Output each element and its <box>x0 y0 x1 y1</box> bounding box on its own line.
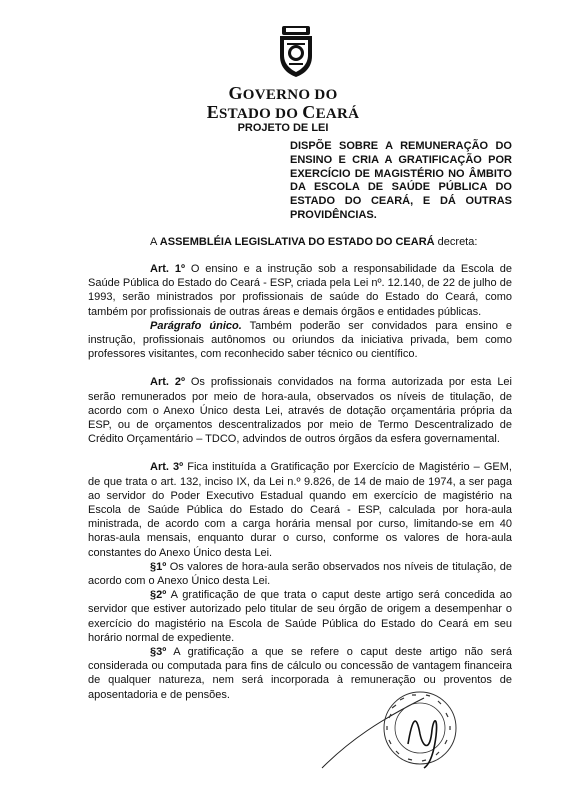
article-2: Art. 2º Os profissionais convidados na forma autorizada por esta Lei serão remunerados por meio de hora-aula, observados os níveis de titulação, de acordo com o Anexo Único desta Lei, através de dotação orçamentária própria da ESP, ou de orçamentos descentralizados por meio de Termo Descentralizado de Crédito Orçamentário – TDCO, advindos de outros órgãos da esfera governamental. <box>88 376 512 446</box>
circular-rubric-stamp-icon <box>320 668 460 778</box>
assembly-name: ASSEMBLÉIA LEGISLATIVA DO ESTADO DO CEARÁ <box>159 236 435 248</box>
government-title-line-2: ESTADO DO CEARÁ <box>206 102 360 122</box>
bill-summary: DISPÕE SOBRE A REMUNERAÇÃO DO ENSINO E CRIA A GRATIFICAÇÃO POR EXERCÍCIO DE MAGISTÉRIO NO ÂMBITO DA ESCOLA DE SAÚDE PÚBLICA DO ESTADO DO CEARÁ, E DÁ OUTRAS PROVIDÊNCIAS. <box>290 140 512 221</box>
article-1: Art. 1º O ensino e a instrução sob a responsabilidade da Escola de Saúde Pública do Estado do Ceará - ESP, criada pela Lei nº. 12.140, de 22 de julho de 1993, serão ministrados por profissionais de saúde do Estado do Ceará, como também por profissionais de outras áreas e demais órgãos e entidades públicas. <box>88 263 513 318</box>
article-3-paragraph-1: §1º Os valores de hora-aula serão observados nos níveis de titulação, de acordo com o Anexo Único desta Lei. <box>88 560 512 588</box>
bill-body <box>88 262 512 702</box>
article-1-sole-paragraph: Parágrafo único. Também poderão ser convidados para ensino e instrução, profissionais autônomos ou oriundos da iniciativa privada, bem como professores visitantes, com reconhecido saber técnico ou científico. <box>88 319 512 361</box>
article-3-paragraph-3: §3º A gratificação a que se refere o caput deste artigo não será considerada ou computada para fins de cálculo ou concessão de vantagem financeira de qualquer natureza, nem será incorporada à remuneração ou proventos de aposentadoria e de pensões. <box>88 646 512 701</box>
article-3: Art. 3º Fica instituída a Gratificação por Exercício de Magistério – GEM, de que trata o art. 132, inciso IX, da Lei n.º 9.826, de 14 de maio de 1974, a ser paga ao servidor do Poder Executivo Estadual quando em exercício de magistério na Escola de Saúde Pública do Estado do Ceará - ESP, calculada por hora-aula ministrada, de acordo com a carga horária mensal por curso, limitando-se em 40 horas-aula mensais, enquanto durar o curso, conforme os valores de hora-aula constantes do Anexo Único desta Lei. <box>88 461 512 559</box>
state-coat-of-arms-icon <box>274 22 318 78</box>
government-title-line-1: GOVERNO DO <box>228 83 338 103</box>
enactment-clause: A ASSEMBLÉIA LEGISLATIVA DO ESTADO DO CEARÁ decreta: <box>150 236 478 248</box>
article-3-paragraph-2: §2º A gratificação de que trata o caput deste artigo será concedida ao servidor que estiver autorizado pelo titular de seu órgão de origem a desempenhar o exercício do magistério na Escola de Saúde Pública do Estado do Ceará em seu horário normal de expediente. <box>88 589 512 644</box>
document-subtitle: PROJETO DE LEI <box>237 122 329 134</box>
